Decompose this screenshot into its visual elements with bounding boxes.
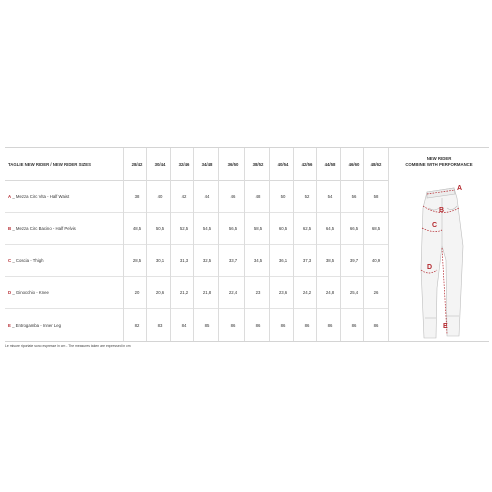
table-row [5, 309, 388, 341]
table-cell: 86 [230, 322, 236, 328]
table-cell: 40,9 [371, 258, 381, 263]
row-name: _ Mezza Circ Bacino - Half Pelvis [12, 226, 76, 231]
table-cell: 54 [327, 194, 333, 199]
table-cell: 39,7 [349, 258, 359, 263]
table-cell: 58 [373, 194, 379, 199]
figure-title-line1: NEW RIDER [426, 156, 452, 161]
table-cell: 62,5 [302, 226, 312, 231]
table-cell: 20,6 [155, 290, 165, 295]
row-letter: B [8, 226, 12, 231]
table-cell: 38 [134, 194, 140, 199]
marker-e: E [443, 323, 448, 330]
table-cell: 44 [204, 194, 210, 199]
table-cell: 24,8 [325, 290, 335, 295]
size-header: 34/48 [201, 161, 213, 167]
units-footnote: Le misure riportate sono espresse in cm - The measures taken are expressed in cm [5, 344, 131, 348]
marker-c: C [432, 222, 438, 229]
table-header-row [5, 148, 388, 181]
column-divider [269, 148, 270, 341]
trousers-diagram [389, 148, 490, 343]
header-label: TAGLIE NEW RIDER / NEW RIDER SIZES [8, 161, 91, 167]
table-cell: 48,5 [132, 226, 142, 231]
table-cell: 30,1 [155, 258, 165, 263]
table-cell: 86 [280, 322, 286, 328]
size-header: 48/62 [370, 161, 382, 167]
size-header: 30/44 [154, 161, 166, 167]
marker-d: D [427, 264, 433, 271]
column-divider [146, 148, 147, 341]
column-divider [363, 148, 364, 341]
table-cell: 66,5 [349, 226, 359, 231]
table-cell: 34,5 [253, 258, 263, 263]
marker-a: A [457, 185, 463, 192]
table-cell: 48 [255, 194, 261, 199]
table-cell: 31,3 [179, 258, 189, 263]
table-cell: 21,2 [179, 290, 189, 295]
figure-title-line2: COMBINE WITH PERFORMANCE [405, 161, 473, 167]
size-header: 38/52 [252, 161, 264, 167]
column-divider [193, 148, 194, 341]
table-cell: 52 [304, 194, 310, 199]
table-cell: 86 [255, 322, 261, 328]
table-cell: 86 [304, 322, 310, 328]
table-cell: 86 [351, 322, 357, 328]
table-cell: 22,4 [228, 290, 238, 295]
table-cell: 42 [181, 194, 187, 199]
table-row [5, 181, 388, 213]
table-cell: 23,6 [278, 290, 288, 295]
table-cell: 84 [181, 322, 187, 328]
column-divider [244, 148, 245, 341]
row-letter: D [8, 290, 12, 295]
size-header: 42/56 [301, 161, 313, 167]
table-cell: 21,8 [202, 290, 212, 295]
size-header: 44/58 [324, 161, 336, 167]
table-cell: 24,2 [302, 290, 312, 295]
table-cell: 50 [280, 194, 286, 199]
table-cell: 32,5 [202, 258, 212, 263]
table-cell: 28,5 [132, 258, 142, 263]
row-letter: C [8, 258, 12, 263]
size-header: 32/46 [178, 161, 190, 167]
column-divider [170, 148, 171, 341]
marker-b: B [439, 207, 445, 214]
row-name: _ Entrogamba - Inner Leg [12, 322, 62, 328]
table-cell: 20 [134, 290, 140, 295]
size-header: 40/54 [277, 161, 289, 167]
size-header: 36/50 [227, 161, 239, 167]
table-cell: 85 [204, 322, 210, 328]
table-cell: 26 [373, 290, 379, 295]
measurement-figure-panel [388, 148, 489, 341]
column-divider [123, 148, 124, 341]
size-header: 46/60 [348, 161, 360, 167]
table-cell: 64,5 [325, 226, 335, 231]
size-header: 28/42 [131, 161, 143, 167]
table-cell: 60,5 [278, 226, 288, 231]
row-name: _ Ginocchio - Knee [12, 290, 49, 295]
table-cell: 33,7 [228, 258, 238, 263]
table-cell: 40 [157, 194, 163, 199]
table-row [5, 245, 388, 277]
size-chart-table [5, 147, 489, 342]
table-cell: 56,5 [228, 226, 238, 231]
table-cell: 58,5 [253, 226, 263, 231]
table-cell: 82 [134, 322, 140, 328]
table-cell: 36,1 [278, 258, 288, 263]
table-cell: 38,5 [325, 258, 335, 263]
table-cell: 25,4 [349, 290, 359, 295]
column-divider [293, 148, 294, 341]
table-row [5, 277, 388, 309]
table-cell: 23 [255, 290, 261, 295]
table-cell: 86 [373, 322, 379, 328]
table-row [5, 213, 388, 245]
table-cell: 56 [351, 194, 357, 199]
table-cell: 83 [157, 322, 163, 328]
table-cell: 46 [230, 194, 236, 199]
table-cell: 50,5 [155, 226, 165, 231]
table-cell: 54,5 [202, 226, 212, 231]
table-cell: 52,5 [179, 226, 189, 231]
table-cell: 86 [327, 322, 333, 328]
row-name: _ Mezza Circ Vita - Half Waist [12, 194, 70, 199]
column-divider [218, 148, 219, 341]
row-letter: E [8, 322, 11, 328]
column-divider [316, 148, 317, 341]
row-name: _ Coscia - Thigh [12, 258, 44, 263]
column-divider [340, 148, 341, 341]
table-cell: 68,5 [371, 226, 381, 231]
table-cell: 37,3 [302, 258, 312, 263]
row-letter: A [8, 194, 12, 199]
